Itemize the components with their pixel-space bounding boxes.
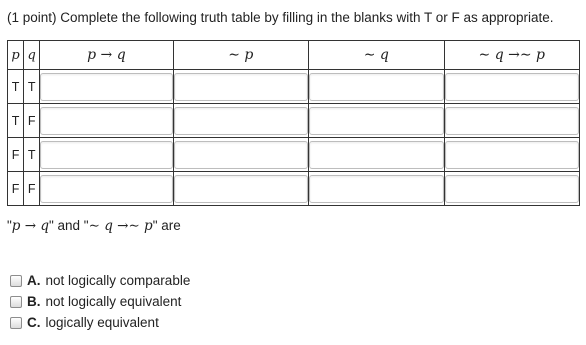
answer-input-r1-c2[interactable] [174, 73, 308, 101]
answer-input-r4-c1[interactable] [40, 175, 172, 203]
question-connector: " and " [48, 218, 89, 233]
row-q-value: F [24, 172, 40, 206]
header-p: p [8, 41, 24, 70]
row-p-value: F [8, 138, 24, 172]
answer-input-r4-c3[interactable] [309, 175, 443, 203]
answer-input-r2-c1[interactable] [40, 107, 172, 135]
option-c-checkbox[interactable] [10, 317, 22, 329]
option-b-letter: B. [27, 294, 41, 309]
option-b[interactable] [10, 291, 190, 312]
answer-input-r4-c4[interactable] [445, 175, 580, 203]
answer-input-r3-c1[interactable] [40, 141, 172, 169]
answer-input-r2-c2[interactable] [174, 107, 308, 135]
header-not-q: ∼ q [309, 41, 444, 70]
header-not-q-implies-not-p: ∼ q →∼ p [444, 41, 580, 70]
problem-text: (1 point) Complete the following truth table by filling in the blanks with T or F as appropriate. [7, 10, 554, 25]
question-ending: " are [152, 218, 181, 233]
quote-open: " [7, 218, 12, 233]
header-not-p: ∼ p [173, 41, 308, 70]
answer-input-r1-c1[interactable] [40, 73, 172, 101]
answer-input-r3-c2[interactable] [174, 141, 308, 169]
answer-input-r1-c4[interactable] [445, 73, 580, 101]
answer-options [10, 270, 190, 333]
option-c-letter: C. [27, 315, 41, 330]
answer-input-r1-c3[interactable] [309, 73, 443, 101]
answer-input-r2-c4[interactable] [445, 107, 580, 135]
row-p-value: T [8, 70, 24, 104]
option-b-label: not logically equivalent [45, 294, 182, 309]
option-c[interactable] [10, 312, 190, 333]
answer-input-r2-c3[interactable] [309, 107, 443, 135]
row-p-value: F [8, 172, 24, 206]
option-b-checkbox[interactable] [10, 296, 22, 308]
header-p-implies-q: p → q [40, 41, 173, 70]
question-text [7, 218, 181, 234]
table-row [8, 172, 580, 206]
row-q-value: F [24, 104, 40, 138]
option-a-label: not logically comparable [45, 273, 191, 288]
option-a-checkbox[interactable] [10, 275, 22, 287]
table-row [8, 104, 580, 138]
header-row [8, 41, 580, 70]
truth-table [7, 40, 580, 206]
option-a-letter: A. [27, 273, 41, 288]
option-a[interactable] [10, 270, 190, 291]
expression-contrapositive: ∼ q →∼ p [88, 218, 153, 234]
header-q: q [24, 41, 40, 70]
row-q-value: T [24, 138, 40, 172]
answer-input-r4-c2[interactable] [174, 175, 308, 203]
answer-input-r3-c3[interactable] [309, 141, 443, 169]
expression-p-implies-q: p → q [11, 218, 49, 234]
table-row [8, 138, 580, 172]
row-q-value: T [24, 70, 40, 104]
option-c-label: logically equivalent [45, 315, 159, 330]
table-row [8, 70, 580, 104]
answer-input-r3-c4[interactable] [445, 141, 580, 169]
row-p-value: T [8, 104, 24, 138]
